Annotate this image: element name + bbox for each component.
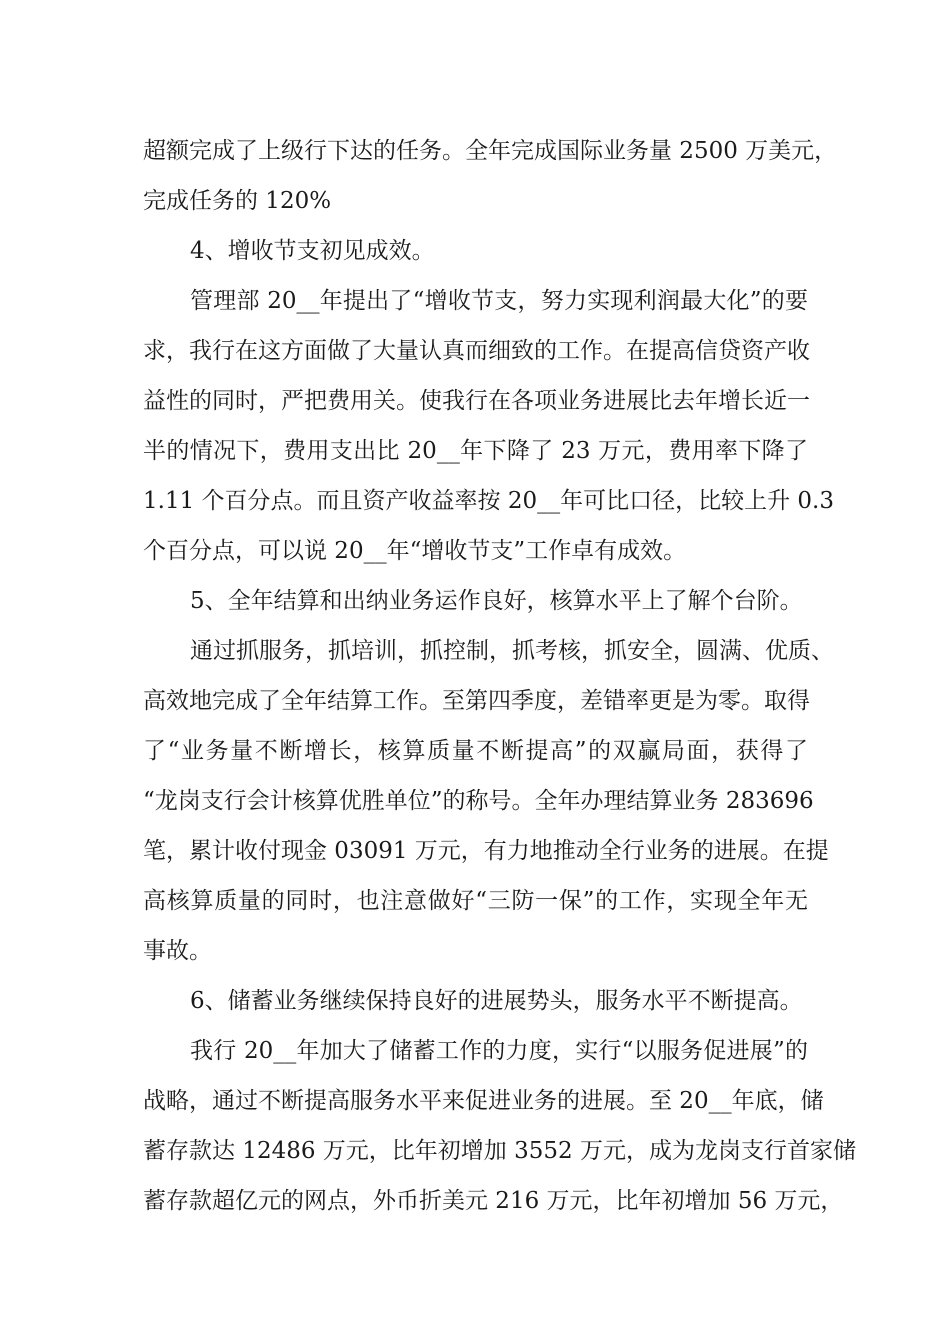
text-line: 高核算质量的同时，也注意做好“三防一保”的工作，实现全年无 — [143, 888, 808, 914]
text-line: 完成任务的 120% — [143, 188, 332, 214]
text-line: 我行 20__年加大了储蓄工作的力度，实行“以服务促进展”的 — [190, 1038, 808, 1064]
text-line: 事故。 — [143, 938, 212, 964]
text-line: 求，我行在这方面做了大量认真而细致的工作。在提高信贷资产收 — [143, 338, 810, 364]
document-body — [143, 126, 856, 1226]
text-line: 管理部 20__年提出了“增收节支，努力实现利润最大化”的要 — [190, 288, 808, 314]
text-line: 1.11 个百分点。而且资产收益率按 20__年可比口径，比较上升 0.3 — [143, 488, 834, 514]
text-line: 益性的同时，严把费用关。使我行在各项业务进展比去年增长近一 — [143, 388, 810, 414]
text-line: 5、全年结算和出纳业务运作良好，核算水平上了解个台阶。 — [190, 588, 803, 614]
text-line: 蓄存款超亿元的网点，外币折美元 216 万元，比年初增加 56 万元， — [143, 1188, 844, 1214]
text-line: 通过抓服务，抓培训，抓控制，抓考核，抓安全，圆满、优质、 — [190, 638, 834, 664]
text-line: 蓄存款达 12486 万元，比年初增加 3552 万元，成为龙岗支行首家储 — [143, 1138, 856, 1164]
text-line: 笔，累计收付现金 03091 万元，有力地推动全行业务的进展。在提 — [143, 838, 829, 864]
text-line: 个百分点，可以说 20__年“增收节支”工作卓有成效。 — [143, 538, 687, 564]
text-line: 高效地完成了全年结算工作。至第四季度，差错率更是为零。取得 — [143, 688, 810, 714]
text-line: 战略，通过不断提高服务水平来促进业务的进展。至 20__年底，储 — [143, 1088, 824, 1114]
text-line: 4、增收节支初见成效。 — [190, 238, 435, 264]
text-line: 6、储蓄业务继续保持良好的进展势头，服务水平不断提高。 — [190, 988, 803, 1014]
text-line: 了“业务量不断增长，核算质量不断提高”的双赢局面，获得了 — [143, 738, 808, 764]
text-line: 半的情况下，费用支出比 20__年下降了 23 万元，费用率下降了 — [143, 438, 808, 464]
text-line: “龙岗支行会计核算优胜单位”的称号。全年办理结算业务 283696 — [143, 788, 814, 814]
text-line: 超额完成了上级行下达的任务。全年完成国际业务量 2500 万美元， — [143, 138, 838, 164]
